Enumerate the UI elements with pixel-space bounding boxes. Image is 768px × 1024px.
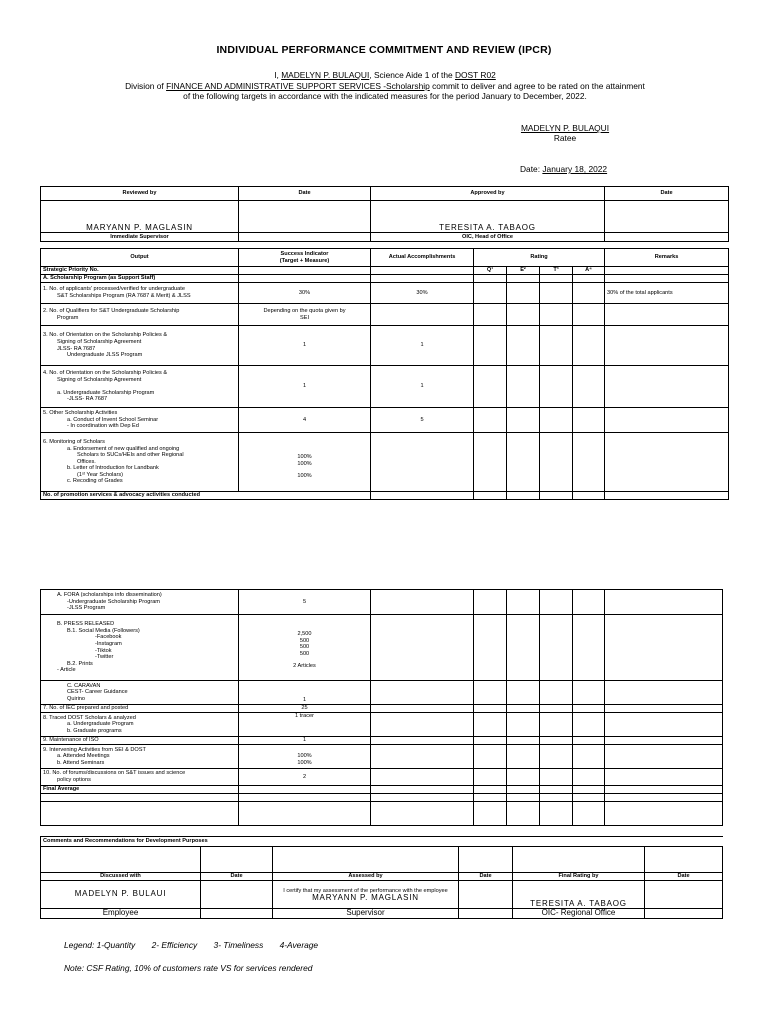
output-text: 4. No. of Orientation on the Scholarship Policies &	[43, 370, 168, 377]
final-rater-name: TERESITA A. TABAOG	[513, 881, 645, 909]
comments-cell[interactable]	[273, 847, 459, 873]
rating-q-header: Q¹	[474, 267, 507, 275]
success-indicator-cell: 4	[239, 408, 371, 433]
date-cell[interactable]	[201, 881, 273, 909]
success-indicator-cell: 25	[239, 705, 371, 713]
output-cell	[41, 304, 239, 326]
success-indicator-label: Success Indicator	[280, 250, 329, 257]
output-text: a. Endorsement of new qualified and ongoing	[67, 445, 180, 452]
table-row	[41, 326, 729, 366]
date-cell[interactable]	[459, 881, 513, 909]
output-text: S&T Scholarships Program (RA 7687 & Merit) & JLSS	[57, 293, 191, 299]
comments-cell[interactable]	[201, 847, 273, 873]
success-indicator-cell	[239, 433, 371, 492]
table-row	[41, 713, 723, 737]
commitment-statement	[60, 70, 710, 102]
commit-text: commit to deliver and agree to be rated on the attainment	[429, 80, 645, 91]
success-indicator-cell: 30%	[239, 283, 371, 304]
actual-accomplishments-header: Actual Accomplishments	[371, 249, 474, 267]
commit-text: I,	[274, 70, 282, 80]
output-text: 9. Intervening Activities from SEI & DOST	[43, 746, 146, 753]
empty-cell	[371, 267, 474, 275]
success-indicator-cell: 1	[239, 366, 371, 408]
legend-item: 2- Efficiency	[151, 940, 198, 950]
ratee-name: MADELYN P. BULAQUI	[520, 123, 610, 133]
rating-cell[interactable]	[540, 283, 573, 304]
accomplishment-cell: 30%	[371, 283, 474, 304]
output-text: -Instagram	[95, 640, 122, 647]
output-text: B.1. Social Media (Followers)	[67, 627, 140, 634]
output-text: -JLSS- RA 7687	[67, 396, 108, 403]
rating-cell[interactable]	[507, 283, 540, 304]
table-row	[41, 433, 729, 492]
output-text: CEST- Career Guidance	[67, 689, 128, 696]
strategic-priority: Strategic Priority No.	[41, 267, 239, 275]
output-text: Signing of Scholarship Agreement	[57, 338, 142, 345]
commit-text: of the	[429, 70, 455, 80]
si-text: SEI	[299, 314, 310, 321]
final-rating-header: Final Rating by	[513, 873, 645, 881]
final-average-label: Final Average	[41, 786, 239, 794]
output-cell	[41, 433, 239, 492]
legend-item: 4-Average	[279, 940, 319, 950]
output-cell	[41, 326, 239, 366]
output-cell	[41, 366, 239, 408]
ipcr-table-continued	[40, 589, 723, 826]
table-row	[41, 769, 723, 786]
discussed-with-header: Discussed with	[41, 873, 201, 881]
remarks-cell: 30% of the total applicants	[605, 283, 729, 304]
output-text: B. PRESS RELEASED	[57, 621, 115, 628]
table-row	[41, 681, 723, 705]
date-value: January 18, 2022	[542, 164, 608, 174]
output-text: -JLSS Program	[67, 605, 106, 612]
employee-signature-name: MADELYN P. BULAUI	[41, 881, 201, 909]
approved-by-header: Approved by	[371, 187, 605, 201]
empty-cell	[605, 233, 729, 242]
date-cell[interactable]	[645, 881, 723, 909]
si-text: 100%	[297, 759, 312, 766]
output-text: a. Attended Meetings	[57, 753, 110, 760]
commit-text: Division of	[125, 80, 167, 91]
output-text: Program	[57, 314, 79, 321]
output-text: Quirino	[67, 695, 86, 702]
ratee-label: Ratee	[553, 133, 577, 143]
success-indicator-cell	[239, 615, 371, 681]
si-text: 500	[299, 644, 310, 651]
csf-note: Note: CSF Rating, 10% of customers rate VS for services rendered	[64, 963, 313, 973]
output-text: 10. No. of forums/discussions on S&T issues and science	[43, 770, 186, 777]
commit-date	[520, 164, 607, 174]
review-date-cell[interactable]	[239, 201, 371, 233]
empty-cell	[239, 233, 371, 242]
comments-cell[interactable]	[459, 847, 513, 873]
legend-item: Legend: 1-Quantity	[64, 940, 136, 950]
si-text: 500	[299, 637, 310, 644]
assessed-by-header: Assessed by	[273, 873, 459, 881]
ipcr-table	[40, 248, 729, 500]
comments-cell[interactable]	[513, 847, 645, 873]
output-cell: 9. Maintenance of ISO	[41, 737, 239, 745]
success-indicator-cell: 1	[239, 737, 371, 745]
commit-text: of the following targets in accordance with the indicated measures for the period January to December, 2022.	[183, 91, 587, 101]
output-cell	[41, 713, 239, 737]
output-text: b. Letter of Introduction for Landbank	[67, 465, 159, 472]
rating-a-header: A⁴	[573, 267, 605, 275]
signoff-table	[40, 836, 723, 919]
table-row	[41, 366, 729, 408]
si-text: 500	[299, 650, 310, 657]
output-cell: 7. No. of IEC prepared and posted	[41, 705, 239, 713]
table-row	[41, 745, 723, 769]
success-indicator-sub: (Target + Measure)	[279, 257, 330, 264]
output-cell	[41, 745, 239, 769]
si-text: 100%	[297, 460, 312, 467]
table-row	[41, 737, 723, 745]
approver-title: OIC, Head of Office	[371, 233, 605, 242]
empty-cell	[605, 267, 729, 275]
output-text: JLSS- RA 7687	[57, 345, 96, 352]
output-text: 8. Traced DOST Scholars & analyzed	[43, 714, 136, 721]
table-row	[41, 492, 729, 500]
success-indicator-cell	[239, 745, 371, 769]
output-text: Undergraduate JLSS Program	[67, 352, 143, 359]
output-text: A. FORA (scholarships info dissemination)	[57, 592, 162, 599]
output-text: B.2. Prints	[67, 660, 93, 667]
comments-cell[interactable]	[41, 847, 201, 873]
office-name: DOST R02	[454, 70, 496, 80]
division-name: FINANCE AND ADMINISTRATIVE SUPPORT SERVICES -Scholarship	[166, 80, 430, 91]
supervisor-label: Supervisor	[273, 909, 459, 919]
output-text: policy options	[57, 777, 91, 783]
ratee-block	[500, 123, 630, 143]
output-text: Scholars to SUCs/HEIs and other Regional	[77, 452, 184, 459]
output-header: Output	[41, 249, 239, 267]
output-text: c. Recoding of Grades	[67, 478, 123, 485]
si-text: 2,500	[297, 631, 312, 638]
supervisor-signature-block	[273, 881, 459, 909]
employee-name: MADELYN P. BULAQUI	[281, 70, 370, 80]
rating-t-header: T³	[540, 267, 573, 275]
date-header: Date	[239, 187, 371, 201]
promotion-row: No. of promotion services & advocacy activities conducted	[41, 492, 371, 500]
approver-name: TERESITA A. TABAOG	[371, 201, 605, 233]
table-row	[41, 590, 723, 615]
accomplishment-cell: 1	[371, 366, 474, 408]
reviewer-title: Immediate Supervisor	[41, 233, 239, 242]
remarks-header: Remarks	[605, 249, 729, 267]
si-text: 100%	[297, 752, 312, 759]
output-text: -Facebook	[95, 634, 122, 641]
position: , Science Aide 1	[369, 70, 430, 80]
si-text: 100%	[297, 473, 312, 480]
table-row	[41, 615, 723, 681]
output-text: C. CARAVAN	[67, 682, 101, 689]
output-text: (1ˢᵗ Year Scholars)	[77, 471, 124, 478]
output-cell	[41, 769, 239, 786]
certify-text: I certify that my assessment of the performance with the employee	[283, 887, 448, 894]
accomplishment-cell: 1	[371, 326, 474, 366]
comments-label: Comments and Recommendations for Development Purposes	[41, 837, 723, 847]
section-a: A. Scholarship Program (as Support Staff)	[41, 275, 239, 283]
output-text: a. Conduct of Invent School Seminar	[67, 416, 159, 423]
output-text: -Tiktok	[95, 647, 112, 654]
rating-e-header: E²	[507, 267, 540, 275]
success-indicator-header	[239, 249, 371, 267]
output-text: Offices.	[77, 458, 96, 465]
table-row	[41, 408, 729, 433]
output-cell	[41, 283, 239, 304]
legend-item: 3- Timeliness	[213, 940, 264, 950]
date-label: Date:	[520, 164, 543, 174]
output-text: 5. Other Scholarship Activities	[43, 410, 118, 417]
table-row	[41, 283, 729, 304]
success-indicator-cell: 2	[239, 769, 371, 786]
output-text: -Twitter	[95, 654, 114, 661]
success-indicator-cell	[239, 304, 371, 326]
rating-cell[interactable]	[573, 283, 605, 304]
success-indicator-cell: 1	[239, 681, 371, 705]
output-text: - Article	[57, 667, 76, 674]
output-text: - In coordination with Dep Ed	[67, 423, 139, 430]
success-indicator-cell: 1	[239, 326, 371, 366]
date-header: Date	[645, 873, 723, 881]
accomplishment-cell: 5	[371, 408, 474, 433]
success-indicator-cell: 5	[239, 590, 371, 615]
supervisor-name: MARYANN P. MAGLASIN	[312, 892, 419, 902]
date-header: Date	[459, 873, 513, 881]
reviewed-by-header: Reviewed by	[41, 187, 239, 201]
date-header: Date	[605, 187, 729, 201]
employee-label: Employee	[41, 909, 201, 919]
output-text: b. Attend Seminars	[57, 759, 105, 766]
review-table	[40, 186, 729, 242]
output-cell	[41, 681, 239, 705]
table-row	[41, 304, 729, 326]
output-cell	[41, 408, 239, 433]
output-text: b. Graduate programs	[67, 727, 122, 734]
approve-date-cell[interactable]	[605, 201, 729, 233]
si-text: 100%	[297, 454, 312, 461]
output-cell	[41, 615, 239, 681]
output-text: -Undergraduate Scholarship Program	[67, 598, 160, 605]
success-indicator-cell: 1 tracer	[239, 713, 371, 737]
output-text: 3. No. of Orientation on the Scholarship Policies &	[43, 332, 168, 339]
reviewer-name: MARYANN P. MAGLASIN	[41, 201, 239, 233]
output-cell	[41, 590, 239, 615]
date-header: Date	[201, 873, 273, 881]
empty-cell	[239, 267, 371, 275]
table-row	[41, 705, 723, 713]
output-text: a. Undergraduate Program	[67, 721, 134, 728]
output-text: 2. No. of Qualifiers for S&T Undergraduate Scholarship	[43, 307, 180, 314]
si-text: 2 Articles	[293, 663, 316, 670]
final-rater-label: OIC- Regional Office	[513, 909, 645, 919]
rating-cell[interactable]	[474, 283, 507, 304]
si-text: Depending on the quota given by	[263, 307, 346, 314]
legend	[64, 940, 332, 950]
output-text: 1. No. of applicants' processed/verified for undergraduate	[43, 286, 185, 293]
comments-cell[interactable]	[645, 847, 723, 873]
output-text: Signing of Scholarship Agreement	[57, 376, 142, 383]
page-title: INDIVIDUAL PERFORMANCE COMMITMENT AND REVIEW (IPCR)	[216, 44, 552, 56]
output-text: 6. Monitoring of Scholars	[43, 438, 105, 445]
output-text: a. Undergraduate Scholarship Program	[57, 389, 155, 396]
rating-header: Rating	[474, 249, 605, 267]
